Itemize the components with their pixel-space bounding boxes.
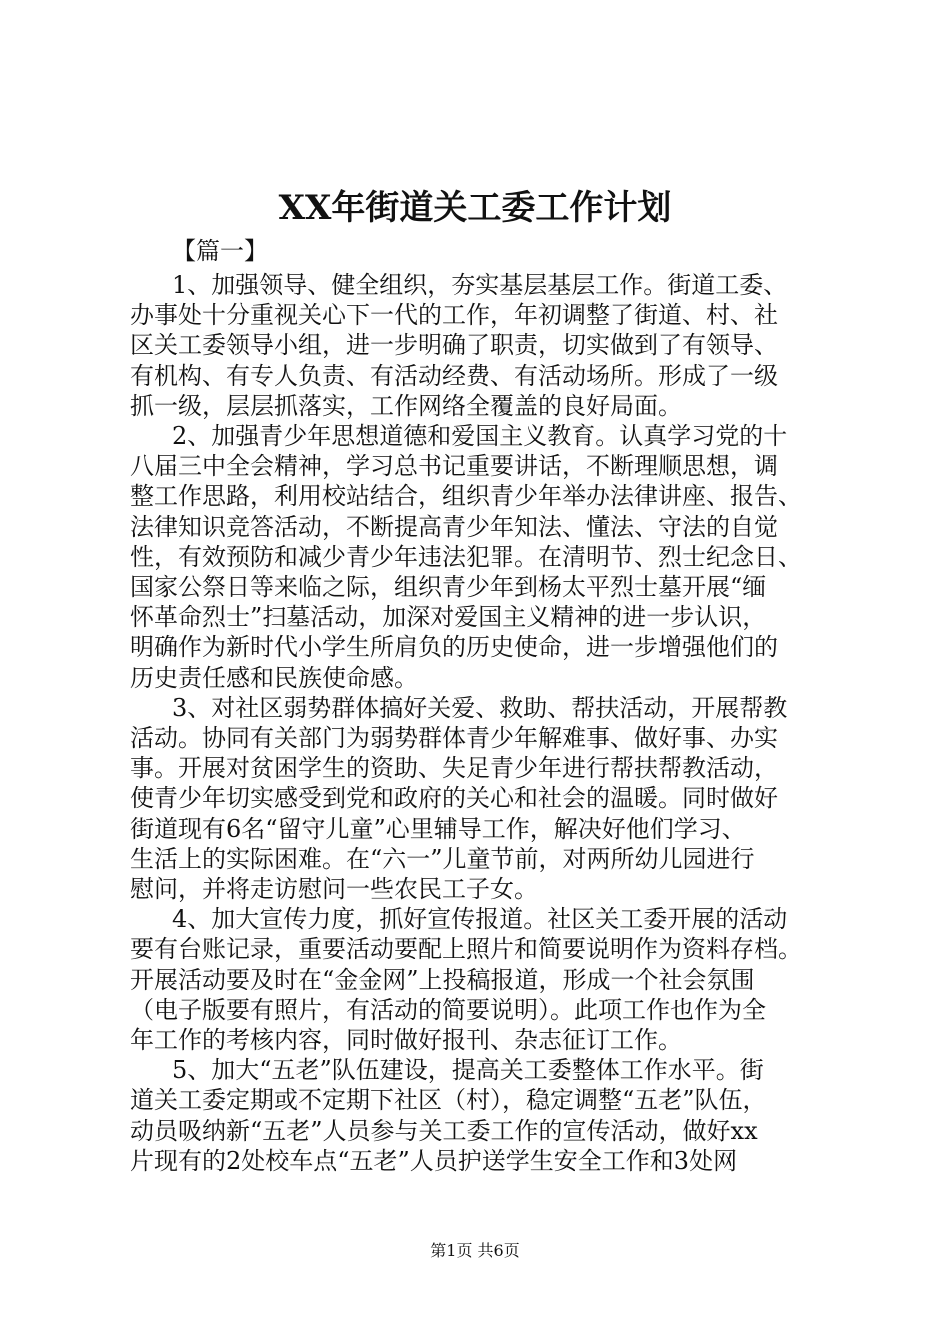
body-line: 生活上的实际困难。在“六一”儿童节前，对两所幼儿园进行 (130, 845, 755, 873)
body-line: 办事处十分重视关心下一代的工作，年初调整了街道、村、社 (130, 301, 778, 329)
document-title: XX年街道关工委工作计划 (278, 188, 672, 228)
body-line: 法律知识竞答活动，不断提高青少年知法、懂法、守法的自觉 (130, 513, 778, 541)
body-line: 活动。协同有关部门为弱势群体青少年解难事、做好事、办实 (130, 724, 778, 752)
body-line: 年工作的考核内容，同时做好报刊、杂志征订工作。 (130, 1026, 682, 1054)
body-line: 1、加强领导、健全组织，夯实基层基层工作。街道工委、 (172, 271, 788, 299)
body-line: 开展活动要及时在“金金网”上投稿报道，形成一个社会氛围 (130, 966, 755, 994)
body-line: 八届三中全会精神，学习总书记重要讲话，不断理顺思想，调 (130, 452, 778, 480)
body-line: （电子版要有照片，有活动的简要说明）。此项工作也作为全 (130, 996, 766, 1024)
page-footer: 第1页 共6页 (430, 1241, 520, 1260)
body-line: 道关工委定期或不定期下社区（村），稳定调整“五老”队伍， (130, 1086, 767, 1114)
body-line: 有机构、有专人负责、有活动经费、有活动场所。形成了一级 (130, 362, 778, 390)
body-line: 整工作思路，利用校站结合，组织青少年举办法律讲座、报告、 (130, 482, 802, 510)
body-line: 国家公祭日等来临之际，组织青少年到杨太平烈士墓开展“缅 (130, 573, 767, 601)
body-line: 5、加大“五老”队伍建设，提高关工委整体工作水平。街 (172, 1056, 764, 1084)
body-line: 使青少年切实感受到党和政府的关心和社会的温暖。同时做好 (130, 784, 778, 812)
body-line: 事。开展对贫困学生的资助、失足青少年进行帮扶帮教活动， (130, 754, 778, 782)
body-line: 4、加大宣传力度，抓好宣传报道。社区关工委开展的活动 (172, 905, 788, 933)
body-line: 3、对社区弱势群体搞好关爱、救助、帮扶活动，开展帮教 (172, 694, 788, 722)
section-label: 【篇一】 (172, 237, 268, 265)
body-line: 性，有效预防和减少青少年违法犯罪。在清明节、烈士纪念日、 (130, 543, 802, 571)
body-line: 明确作为新时代小学生所肩负的历史使命，进一步增强他们的 (130, 633, 778, 661)
body-line: 2、加强青少年思想道德和爱国主义教育。认真学习党的十 (172, 422, 788, 450)
body-line: 要有台账记录，重要活动要配上照片和简要说明作为资料存档。 (130, 935, 802, 963)
body-line: 片现有的2处校车点“五老”人员护送学生安全工作和3处网 (130, 1147, 738, 1175)
body-line: 区关工委领导小组，进一步明确了职责，切实做到了有领导、 (130, 331, 778, 359)
body-line: 抓一级，层层抓落实，工作网络全覆盖的良好局面。 (130, 392, 682, 420)
body-line: 动员吸纳新“五老”人员参与关工委工作的宣传活动，做好xx (130, 1117, 758, 1145)
body-line: 街道现有6名“留守儿童”心里辅导工作，解决好他们学习、 (130, 815, 746, 843)
body-line: 慰问，并将走访慰问一些农民工子女。 (130, 875, 538, 903)
body-line: 历史责任感和民族使命感。 (130, 664, 418, 692)
body-line: 怀革命烈士”扫墓活动，加深对爱国主义精神的进一步认识， (130, 603, 767, 631)
